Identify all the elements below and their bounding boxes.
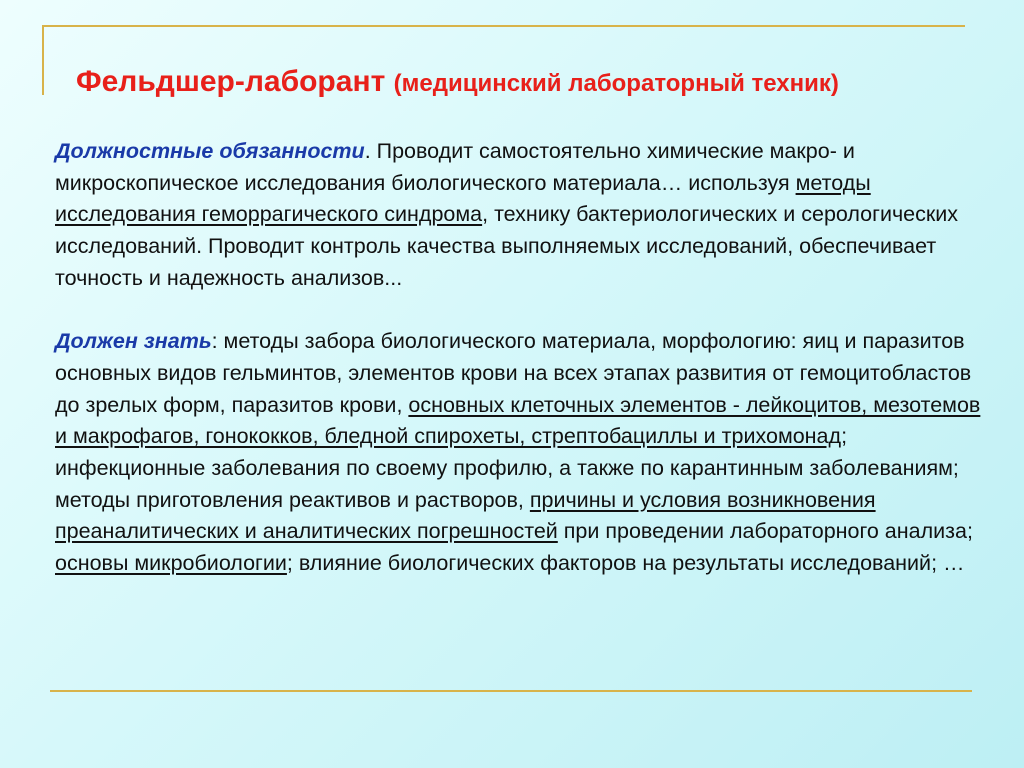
slide-body xyxy=(55,136,985,580)
knowledge-underlined-2: причины и условия возникновения преаналитических и аналитических погрешностей xyxy=(55,487,876,544)
knowledge-underlined-1: основных клеточных элементов - лейкоцитов, мезотемов и макрофагов, гонококков, бледной спирохеты, стрептобациллы и трихомонад xyxy=(55,392,981,449)
knowledge-text-3: при проведении лабораторного анализа; xyxy=(557,519,973,544)
duties-text-2: , технику бактериологических и серологических исследований. Проводит контроль качества выполняемых исследований, обеспечивает точность и надежность анализов... xyxy=(55,202,959,290)
duties-text-1: . Проводит самостоятельно химические макро- и микроскопическое исследования биологического материала… используя xyxy=(55,139,855,195)
knowledge-heading: Должен знать xyxy=(55,329,212,354)
duties-underlined-1: методы исследования геморрагического синдрома xyxy=(55,170,871,227)
knowledge-text-2: ; инфекционные заболевания по своему профилю, а также по карантинным заболеваниям; методы приготовления реактивов и растворов, xyxy=(55,424,959,512)
knowledge-text-4: ; влияние биологических факторов на результаты исследований; … xyxy=(286,551,965,576)
duties-paragraph xyxy=(55,136,985,295)
knowledge-underlined-3: основы микробиологии xyxy=(55,551,287,576)
slide-title xyxy=(76,62,839,104)
knowledge-paragraph xyxy=(55,326,985,580)
bottom-rule xyxy=(50,690,972,692)
top-rule xyxy=(42,25,965,27)
title-subtitle: (медицинский лабораторный техник) xyxy=(393,70,839,97)
title-main: Фельдшер-лаборант xyxy=(76,65,386,98)
knowledge-text-1: : методы забора биологического материала, морфологию: яиц и паразитов основных видов гельминтов, элементов крови на всех этапах развития от гемоцитобластов до зрелых форм, паразитов крови, xyxy=(55,329,972,417)
left-rule xyxy=(42,25,44,95)
duties-heading: Должностные обязанности xyxy=(55,139,365,163)
